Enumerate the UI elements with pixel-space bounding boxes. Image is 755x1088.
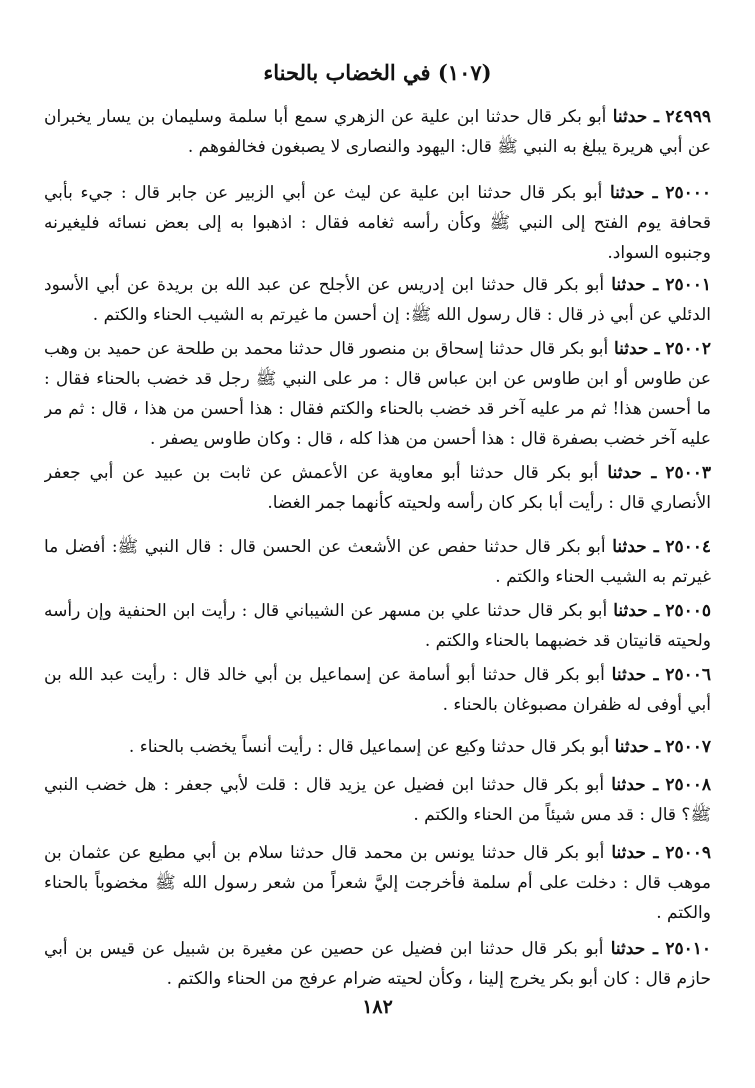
hadith-number: ٢٥٠٠٤: [665, 537, 711, 557]
hadith-number: ٢٥٠٠٨: [665, 775, 711, 795]
hadith-text: أبو بكر قال حدثنا ابن فضيل عن يزيد قال : قلت لأبي جعفر : هل خضب النبي ﷺ؟ قال : قد مس شيئاً من الحناء والكتم .: [44, 775, 711, 825]
hadith-text: أبو بكر قال حدثنا ابن فضيل عن حصين عن مغيرة بن شبيل عن قيس بن أبي حازم قال : كان أبو بكر يخرج إلينا ، وكأن لحيته ضرام عرفج من الحناء والكتم .: [44, 939, 711, 989]
hadith-entry: [44, 934, 711, 994]
hadith-text: أبو بكر قال حدثنا ابن إدريس عن الأجلح عن عبد الله بن بريدة عن أبي الأسود الدئلي عن أبي ذر قال : قال رسول الله ﷺ: إن أحسن ما غيرتم به الشيب الحناء والكتم .: [44, 275, 711, 325]
hadith-head: ـ حدثنا: [611, 665, 659, 685]
hadith-number: ٢٥٠٠١: [665, 275, 711, 295]
hadith-number: ٢٥٠١٠: [665, 939, 711, 959]
hadith-entry: [44, 270, 711, 330]
hadith-head: ـ حدثنا: [611, 275, 659, 295]
hadith-entry: [44, 660, 711, 720]
hadith-head: ـ حدثنا: [610, 183, 658, 203]
hadith-entry: [44, 102, 711, 162]
hadith-entry: [44, 596, 711, 656]
hadith-entry: [44, 334, 711, 454]
hadith-head: ـ حدثنا: [614, 737, 660, 757]
hadith-number: ٢٥٠٠٥: [665, 601, 711, 621]
hadith-head: ـ حدثنا: [612, 537, 659, 557]
hadith-number: ٢٥٠٠٠: [665, 183, 711, 203]
page-number: ١٨٢: [362, 996, 393, 1018]
hadith-entry: [44, 532, 711, 592]
hadith-head: ـ حدثنا: [610, 939, 659, 959]
hadith-entry: [44, 838, 711, 928]
hadith-text: أبو بكر قال حدثنا إسحاق بن منصور قال حدثنا محمد بن طلحة عن حميد بن وهب عن طاوس أو ابن طاوس عن ابن عباس قال : مر على النبي ﷺ رجل قد خضب بالحناء فقال : ما أحسن هذا! ثم مر عليه آخر قد خضب بالحناء والكتم فقال : هذا أحسن من هذا ، قال : ثم مر عليه آخر خضب بصفرة قال : هذا أحسن من هذا كله ، قال : وكان طاوس يصفر .: [44, 339, 711, 449]
hadith-number: ٢٤٩٩٩: [665, 107, 711, 127]
hadith-text: أبو بكر قال حدثنا أبو أسامة عن إسماعيل بن أبي خالد قال : رأيت عبد الله بن أبي أوفى له ظفران مصبوغان بالحناء .: [44, 665, 711, 715]
hadith-number: ٢٥٠٠٢: [665, 339, 711, 359]
hadith-entry: [44, 178, 711, 268]
hadith-head: ـ حدثنا: [613, 339, 660, 359]
hadith-head: ـ حدثنا: [612, 107, 660, 127]
hadith-text: أبو بكر قال حدثنا وكيع عن إسماعيل قال : رأيت أنساً يخضب بالحناء .: [128, 737, 610, 757]
hadith-text: أبو بكر قال حدثنا علي بن مسهر عن الشيباني قال : رأيت ابن الحنفية وإن رأسه ولحيته قانيتان قد خضبهما بالحناء والكتم .: [44, 601, 711, 651]
hadith-number: ٢٥٠٠٧: [665, 737, 711, 757]
hadith-text: أبو بكر قال حدثنا ابن علية عن ليث عن أبي الزبير عن جابر قال : جيء بأبي قحافة يوم الفتح إلى النبي ﷺ وكأن رأسه ثغامه فقال : اذهبوا به إلى بعض نسائه فليغيرنه وجنبوه السواد.: [44, 183, 711, 263]
chapter-title: (١٠٧) في الخضاب بالحناء: [263, 60, 492, 85]
hadith-text: أبو بكر قال حدثنا أبو معاوية عن الأعمش عن ثابت بن عبيد عن أبي جعفر الأنصاري قال : رأيت أبا بكر كان رأسه ولحيته كأنهما جمر الغضا.: [44, 463, 711, 513]
hadith-head: ـ حدثنا: [613, 601, 660, 621]
hadith-number: ٢٥٠٠٦: [665, 665, 711, 685]
hadith-text: أبو بكر قال حدثنا يونس بن محمد قال حدثنا سلام بن أبي مطيع عن عثمان بن موهب قال : دخلت على أم سلمة فأخرجت إليَّ شعراً من شعر رسول الله ﷺ مخضوباً بالحناء والكتم .: [44, 843, 711, 923]
hadith-text: أبو بكر قال حدثنا حفص عن الأشعث عن الحسن قال : قال النبي ﷺ: أفضل ما غيرتم به الشيب الحناء والكتم .: [44, 537, 711, 587]
hadith-head: ـ حدثنا: [607, 463, 657, 483]
hadith-head: ـ حدثنا: [611, 775, 659, 795]
hadith-number: ٢٥٠٠٩: [665, 843, 711, 863]
hadith-number: ٢٥٠٠٣: [665, 463, 711, 483]
hadith-head: ـ حدثنا: [611, 843, 659, 863]
hadith-entry: [44, 458, 711, 518]
hadith-entry: [44, 732, 711, 762]
hadith-text: أبو بكر قال حدثنا ابن علية عن الزهري سمع أبا سلمة وسليمان بن يسار يخبران عن أبي هريرة يبلغ به النبي ﷺ قال: اليهود والنصارى لا يصبغون فخالفوهم .: [44, 107, 711, 157]
hadith-entry: [44, 770, 711, 830]
